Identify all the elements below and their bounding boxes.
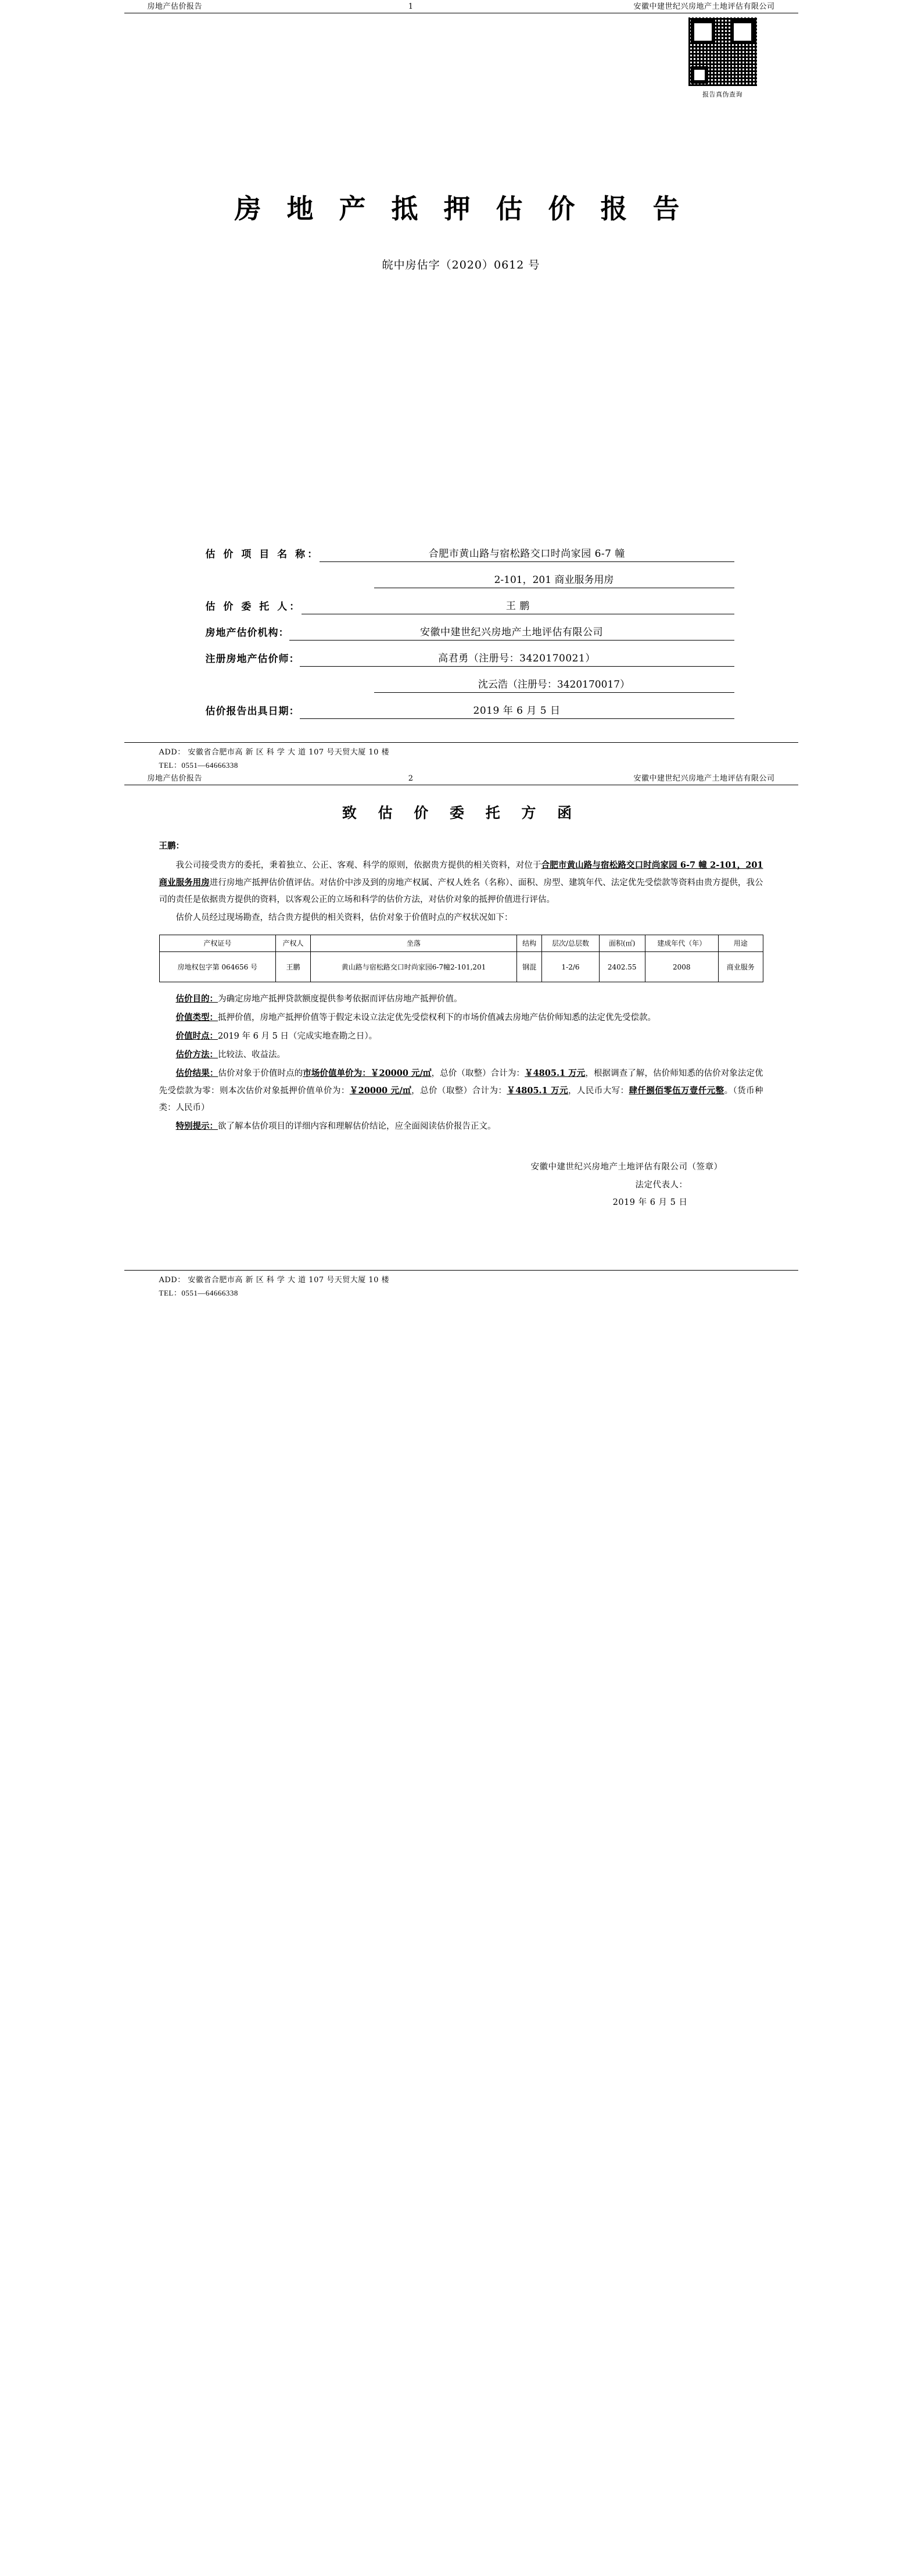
footer-page2 (124, 1270, 798, 1300)
result-part-g: ，总价（取整）合计为： (411, 1086, 507, 1096)
cell-year: 2008 (645, 952, 718, 982)
footer-tel: TEL：0551—64666338 (159, 1288, 238, 1297)
cell-cert-no: 房地权包字第 064656 号 (159, 952, 276, 982)
field-value: 合肥市黄山路与宿松路交口时尚家园 6-7 幢 (320, 545, 734, 562)
note-label: 特别提示： (175, 1121, 218, 1132)
field-registered-appraiser (206, 650, 734, 667)
running-header-page1 (124, 0, 798, 13)
qr-caption: 报告真伪查询 (702, 91, 742, 98)
signature-company: 安徽中建世纪兴房地产土地评估有限公司（签章） (530, 1162, 723, 1172)
result-mortgage-unit-price: ￥20000 元/㎡ (349, 1086, 412, 1096)
document-number: 皖中房估字（2020）0612 号 (382, 259, 540, 271)
header-page-number: 2 (408, 774, 414, 783)
result-market-unit-price: 市场价值单价为：￥20000 元/㎡ (303, 1068, 432, 1079)
cell-use: 商业服务 (719, 952, 763, 982)
letter-body (124, 838, 798, 1247)
field-label: 估价报告出具日期： (205, 706, 300, 717)
header-left-text: 房地产估价报告 (147, 2, 203, 11)
field-label: 注册房地产估价师： (205, 653, 300, 665)
result-part-i: ，人民币大写： (568, 1086, 629, 1096)
th-floor: 层次/总层数 (542, 935, 600, 952)
letter-special-note (159, 1118, 763, 1135)
field-value: 高君勇（注册号：3420170021） (300, 650, 734, 667)
th-use: 用途 (719, 935, 763, 952)
header-right-text: 安徽中建世纪兴房地产土地评估有限公司 (633, 774, 775, 783)
footer-page1 (124, 742, 798, 772)
field-value: 2019 年 6 月 5 日 (300, 702, 734, 719)
value-date-label: 价值时点： (175, 1031, 218, 1042)
th-year: 建成年代（年） (645, 935, 718, 952)
field-client (206, 598, 734, 614)
page-2 (0, 772, 922, 1300)
result-part-c: ，总价（取整）合计为： (431, 1069, 525, 1079)
table-header-row (159, 935, 763, 952)
p1-part-a: 我公司接受贵方的委托，秉着独立、公正、客观、科学的原则，依据贵方提供的相关资料，对位于 (175, 861, 541, 871)
th-area: 面积(㎡) (599, 935, 645, 952)
value-type-label: 价值类型： (175, 1012, 218, 1023)
result-mortgage-total: ￥4805.1 万元 (507, 1086, 569, 1096)
result-part-e: ，根据调查了解，估价师知悉的估价对象法定优先受偿款为零：则本次估价对象抵押价值单价为： (159, 1069, 763, 1096)
th-structure: 结构 (517, 935, 542, 952)
result-part-k: 。（货币种类：人民币） (159, 1086, 763, 1113)
signature-date: 2019 年 6 月 5 日 (612, 1198, 688, 1208)
field-label: 估 价 项 目 名 称： (205, 549, 320, 560)
header-page-number: 1 (408, 2, 414, 11)
field-issue-date (206, 702, 734, 719)
purpose-text: 为确定房地产抵押贷款额度提供参考依据而评估房地产抵押价值。 (218, 994, 462, 1004)
p1-property-address: 合肥市黄山路与宿松路交口时尚家园 6-7 幢 2-101，201 商业服务用房 (159, 860, 763, 888)
field-label: 房地产估价机构： (205, 627, 289, 639)
result-part-a: 估价对象于价值时点的 (218, 1069, 303, 1079)
qr-code-icon[interactable] (688, 17, 757, 86)
note-text: 欲了解本估价项目的详细内容和理解估价结论，应全面阅读估价报告正文。 (218, 1122, 496, 1132)
property-table (159, 935, 763, 982)
result-market-total: ￥4805.1 万元 (525, 1068, 586, 1079)
letter-paragraph-2: 估价人员经过现场勘查，结合贵方提供的相关资料，估价对象于价值时点的产权状况如下： (175, 913, 513, 923)
signature-legal-rep: 法定代表人： (635, 1180, 688, 1190)
cell-area: 2402.55 (599, 952, 645, 982)
method-label: 估价方法： (175, 1050, 218, 1060)
result-label: 估价结果： (175, 1068, 218, 1079)
field-registered-appraiser-line2: 沈云浩（注册号：3420170017） (374, 676, 734, 693)
letter-title: 致 估 价 委 托 方 函 (342, 804, 580, 822)
footer-address: ADD： 安徽省合肥市高 新 区 科 学 大 道 107 号天贸大厦 10 楼 (159, 1275, 390, 1285)
header-left-text: 房地产估价报告 (147, 774, 203, 783)
cover-field-list (124, 545, 798, 719)
field-appraisal-agency (206, 624, 734, 641)
purpose-label: 估价目的： (175, 994, 218, 1004)
qr-block (682, 17, 763, 99)
th-location: 坐落 (310, 935, 516, 952)
letter-purpose (159, 990, 763, 1008)
result-amount-in-words: 肆仟捌佰零伍万壹仟元整 (629, 1086, 724, 1096)
th-cert-no: 产权证号 (159, 935, 276, 952)
cell-location: 黄山路与宿松路交口时尚家园6-7幢2-101,201 (310, 952, 516, 982)
footer-tel: TEL：0551—64666338 (159, 761, 238, 770)
table-row (159, 952, 763, 982)
field-label: 估 价 委 托 人： (205, 601, 302, 613)
value-type-text: 抵押价值，房地产抵押价值等于假定未设立法定优先受偿权利下的市场价值减去房地产估价师知悉的法定优先受偿款。 (218, 1013, 656, 1023)
signature-block (159, 1158, 763, 1211)
field-project-name (206, 545, 734, 562)
running-header-page2 (124, 772, 798, 785)
page-title: 房 地 产 抵 押 估 价 报 告 (234, 193, 688, 224)
letter-result (159, 1065, 763, 1117)
letter-value-type (159, 1009, 763, 1026)
cell-floor: 1-2/6 (542, 952, 600, 982)
field-project-name-line2: 2-101，201 商业服务用房 (374, 571, 734, 588)
field-value: 安徽中建世纪兴房地产土地评估有限公司 (289, 624, 734, 641)
th-owner: 产权人 (276, 935, 311, 952)
method-text: 比较法、收益法。 (218, 1050, 285, 1060)
cell-owner: 王鹏 (276, 952, 311, 982)
value-date-text: 2019 年 6 月 5 日（完成实地查勘之日）。 (218, 1032, 378, 1042)
header-right-text: 安徽中建世纪兴房地产土地评估有限公司 (633, 2, 775, 11)
letter-value-date (159, 1028, 763, 1045)
letter-method (159, 1046, 763, 1064)
cell-structure: 钢混 (517, 952, 542, 982)
letter-paragraph-1 (159, 857, 763, 908)
footer-address: ADD： 安徽省合肥市高 新 区 科 学 大 道 107 号天贸大厦 10 楼 (159, 748, 390, 757)
p1-part-c: 进行房地产抵押估价值评估。对估价中涉及到的房地产权属、产权人姓名（名称）、面积、房型、建筑年代、法定优先受偿款等资料由贵方提供，我公司的责任是依据贵方提供的资料，以客观公正的立场和科学的估价方法，对估价对象的抵押价值进行评估。 (159, 878, 763, 905)
page-1 (0, 0, 922, 772)
letter-salutation: 王鹏： (159, 841, 184, 851)
field-value: 王 鹏 (302, 598, 734, 614)
